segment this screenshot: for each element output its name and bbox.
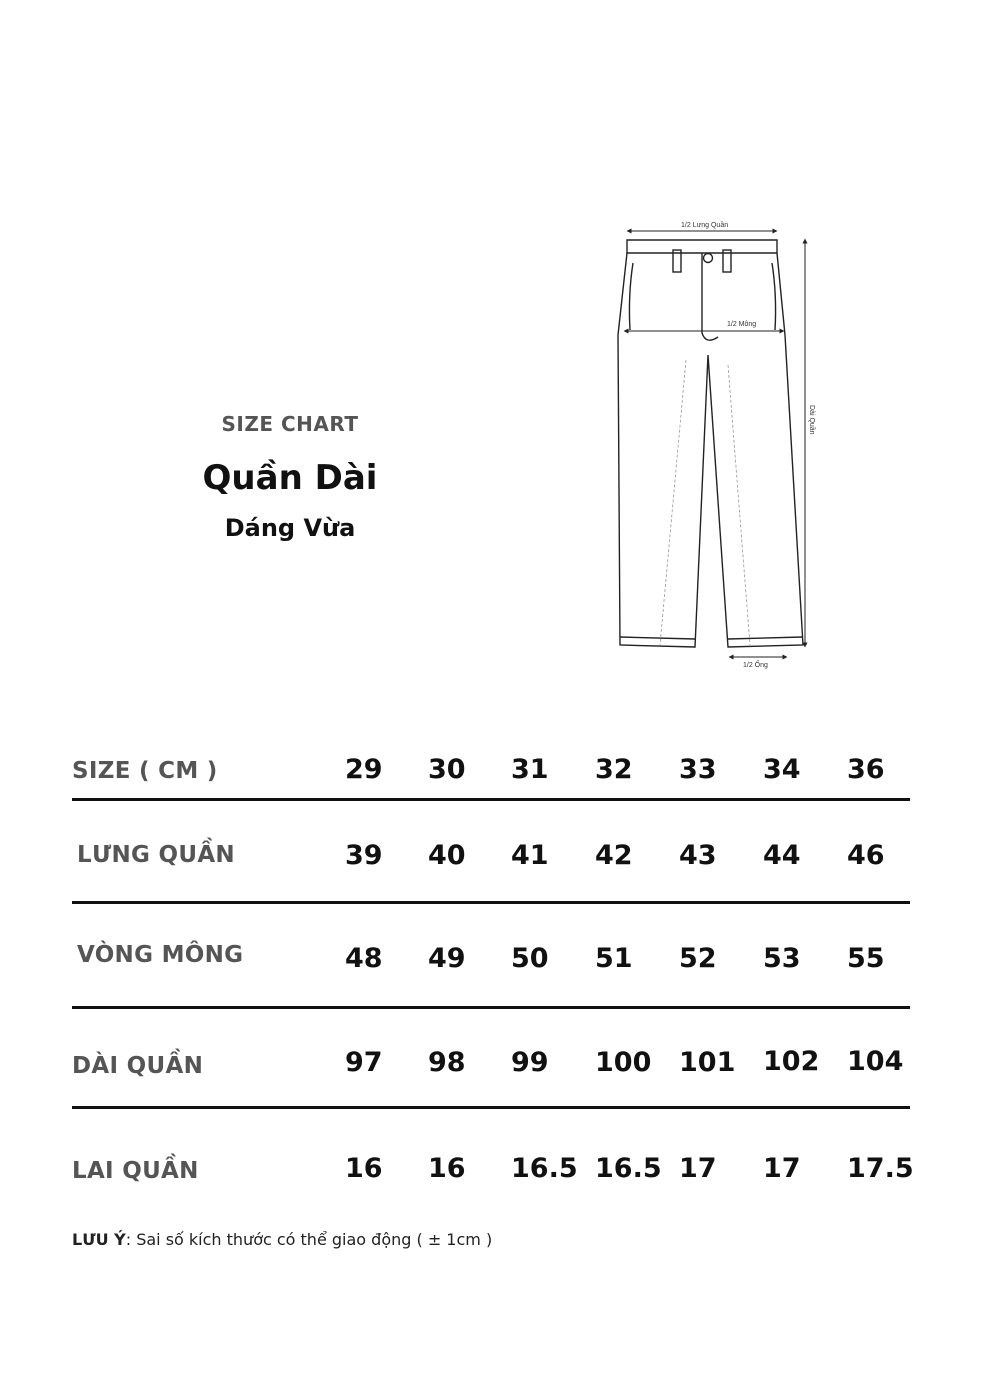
table-cell: 55 [847,943,885,974]
table-divider [72,798,910,801]
table-cell: 99 [511,1047,549,1078]
page-subtitle: Dáng Vừa [224,514,356,542]
page-title: Quần Dài [202,458,378,498]
table-cell: 17 [679,1153,717,1184]
table-cell: 42 [595,840,633,871]
table-divider [72,1006,910,1009]
row-label-hip: VÒNG MÔNG [77,942,244,968]
table-cell: 40 [428,840,466,871]
table-cell: 102 [763,1046,820,1077]
size-value: 29 [345,754,383,785]
waist-measure-label: 1/2 Lưng Quần [681,222,729,229]
table-cell: 17.5 [847,1153,914,1184]
table-cell: 48 [345,943,383,974]
size-header-label: SIZE ( CM ) [72,758,218,784]
size-value: 34 [763,754,801,785]
table-cell: 97 [345,1047,383,1078]
size-value: 30 [428,754,466,785]
table-cell: 49 [428,943,466,974]
hip-measure-label: 1/2 Mông [727,321,757,328]
size-value: 32 [595,754,633,785]
table-cell: 16 [345,1153,383,1184]
table-cell: 43 [679,840,717,871]
table-cell: 39 [345,840,383,871]
size-value: 36 [847,754,885,785]
table-cell: 51 [595,943,633,974]
length-measure-label: Dài Quần [808,405,815,435]
size-value: 31 [511,754,549,785]
waistband-outline [627,240,777,253]
footnote-text: : Sai số kích thước có thể giao động ( ± 1cm ) [125,1230,493,1249]
size-value: 33 [679,754,717,785]
table-cell: 53 [763,943,801,974]
table-cell: 101 [679,1047,736,1078]
table-cell: 17 [763,1153,801,1184]
row-label-hem: LAI QUẦN [72,1158,199,1184]
table-cell: 98 [428,1047,466,1078]
table-cell: 16 [428,1153,466,1184]
size-chart-eyebrow: SIZE CHART [221,412,359,436]
hem-measure-label: 1/2 Ống [743,662,768,669]
table-cell: 16.5 [511,1153,578,1184]
footnote-label: LƯU Ý [72,1230,126,1249]
row-label-waist: LƯNG QUẦN [77,842,235,868]
table-cell: 100 [595,1047,652,1078]
pants-diagram [600,215,840,675]
table-divider [72,1106,910,1109]
row-label-length: DÀI QUẦN [72,1053,204,1079]
table-cell: 46 [847,840,885,871]
table-cell: 41 [511,840,549,871]
table-divider [72,901,910,904]
table-cell: 16.5 [595,1153,662,1184]
table-cell: 50 [511,943,549,974]
table-cell: 104 [847,1046,904,1077]
table-cell: 52 [679,943,717,974]
footnote [72,1230,492,1249]
table-cell: 44 [763,840,801,871]
